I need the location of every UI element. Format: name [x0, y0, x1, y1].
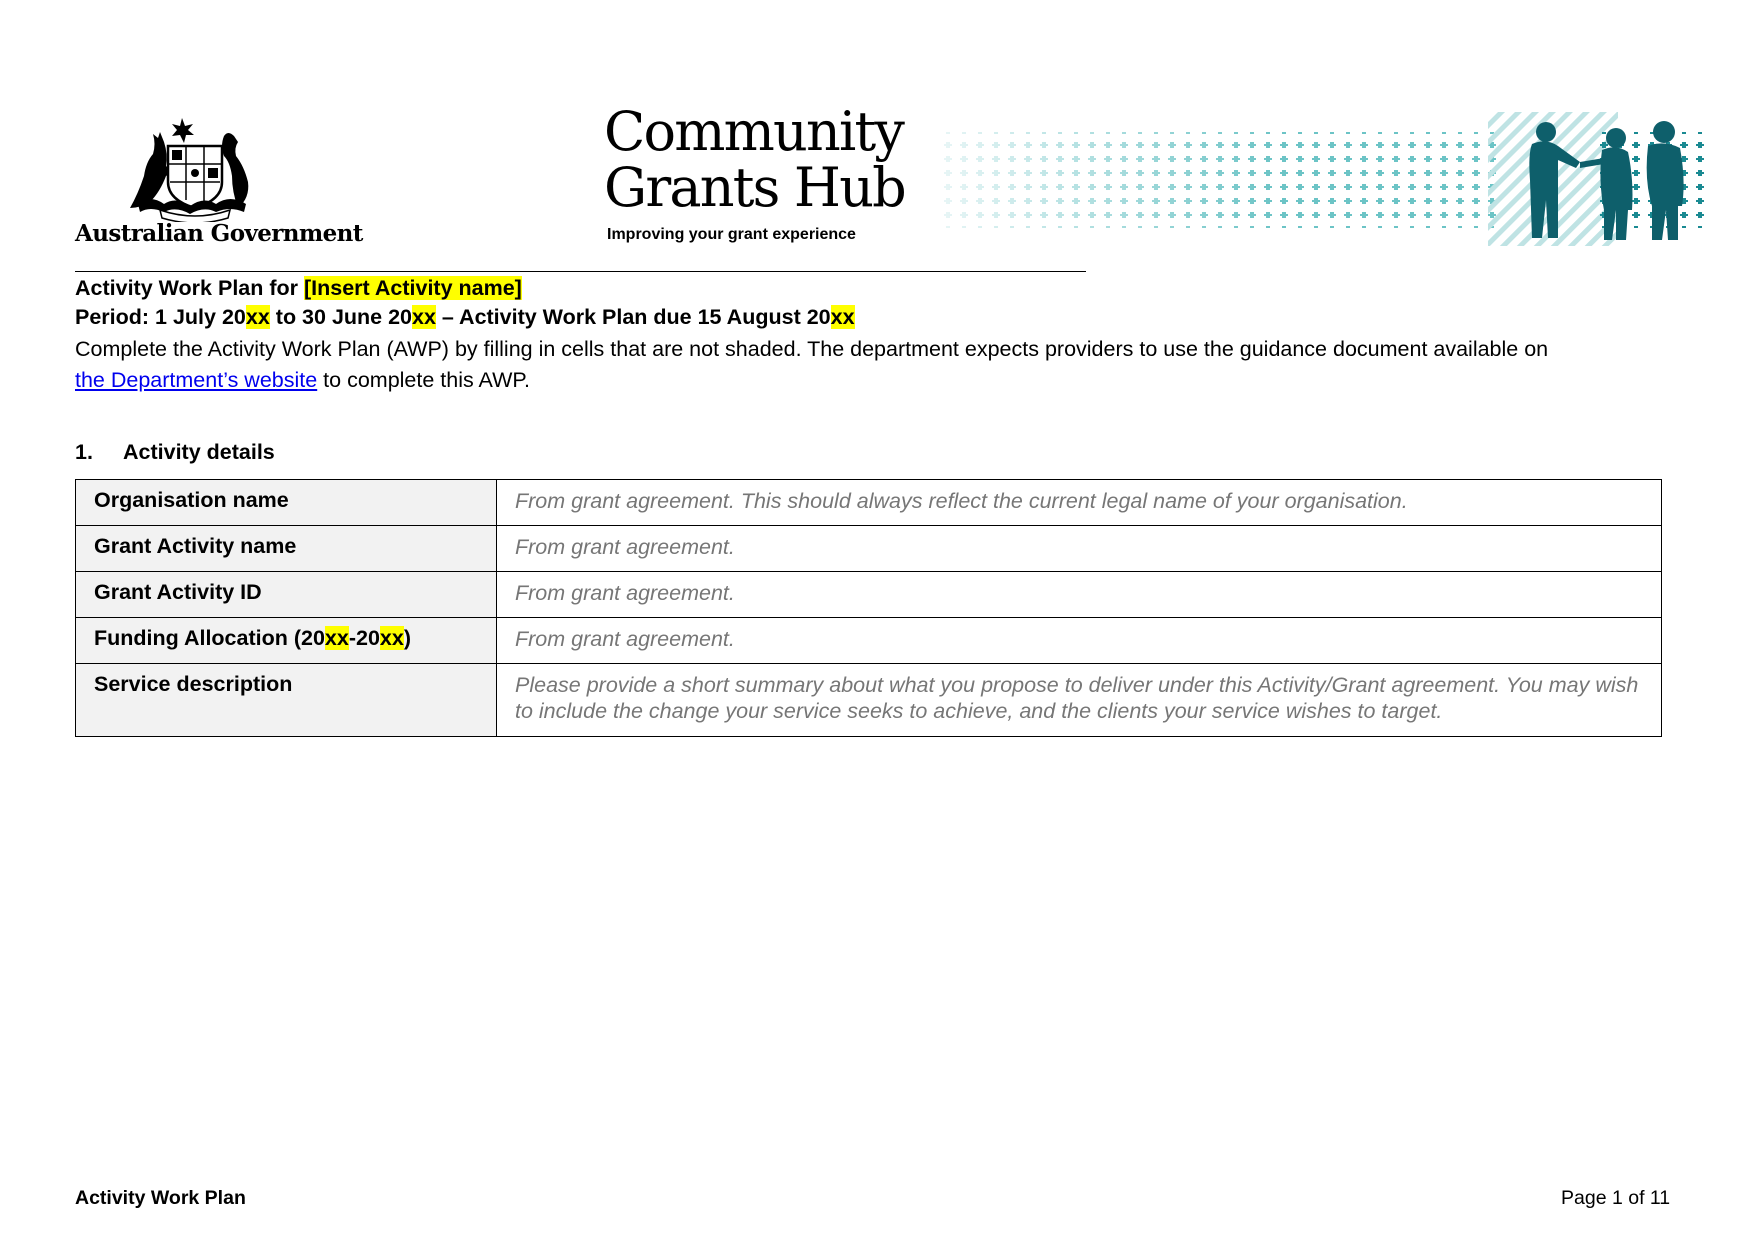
activity-details-table	[75, 479, 1662, 737]
organisation-name-field[interactable]: From grant agreement. This should always reflect the current legal name of your organisation.	[497, 480, 1662, 526]
instructions-tail: to complete this AWP.	[317, 368, 530, 392]
table-row	[76, 618, 1662, 664]
section-title: Activity details	[123, 440, 275, 464]
table-row	[76, 572, 1662, 618]
year-placeholder[interactable]: xx	[412, 305, 436, 329]
instructions-text: Complete the Activity Work Plan (AWP) by filling in cells that are not shaded. The department expects providers to use the guidance document available on	[75, 337, 1549, 361]
label-text: )	[403, 626, 412, 650]
page-number: Page 1 of 11	[1561, 1187, 1671, 1209]
row-label: Grant Activity ID	[76, 572, 497, 618]
people-banner-image	[940, 110, 1706, 248]
year-placeholder[interactable]: xx	[324, 626, 349, 650]
section-heading	[75, 440, 275, 465]
table-row	[76, 526, 1662, 572]
logo-line-1: Community	[604, 100, 904, 163]
header-divider	[75, 271, 1086, 272]
year-placeholder[interactable]: xx	[830, 305, 855, 329]
row-label: Service description	[76, 664, 497, 737]
period-text: – Activity Work Plan due 15 August 20	[435, 305, 831, 329]
instructions-continuation	[75, 366, 530, 394]
activity-name-placeholder[interactable]: [Insert Activity name]	[303, 276, 522, 300]
funding-allocation-field[interactable]: From grant agreement.	[497, 618, 1662, 664]
logo-tagline: Improving your grant experience	[607, 226, 856, 243]
period-text: to 30 June 20	[269, 305, 413, 329]
row-label: Organisation name	[76, 480, 497, 526]
title-prefix: Activity Work Plan for	[75, 276, 304, 300]
row-label: Grant Activity name	[76, 526, 497, 572]
label-text: Funding Allocation (20	[94, 626, 325, 650]
label-text: -20	[348, 626, 380, 650]
table-row	[76, 480, 1662, 526]
government-name: Australian Government	[75, 220, 363, 247]
service-description-field[interactable]: Please provide a short summary about what you propose to deliver under this Activity/Grant agreement. You may wish to include the change your service seeks to achieve, and the clients your service wishes to target.	[497, 664, 1662, 737]
section-number: 1.	[75, 440, 93, 464]
australian-government-crest-icon	[120, 112, 270, 222]
grant-activity-name-field[interactable]: From grant agreement.	[497, 526, 1662, 572]
table-row	[76, 664, 1662, 737]
period-text: Period: 1 July 20	[75, 305, 246, 329]
department-website-link[interactable]: the Department’s website	[75, 368, 318, 392]
footer-document-title: Activity Work Plan	[75, 1187, 246, 1209]
logo-line-2: Grants Hub	[604, 156, 905, 219]
grant-activity-id-field[interactable]: From grant agreement.	[497, 572, 1662, 618]
year-placeholder[interactable]: xx	[379, 626, 404, 650]
year-placeholder[interactable]: xx	[245, 305, 270, 329]
work-plan-title	[75, 274, 522, 302]
row-label	[76, 618, 497, 664]
community-grants-hub-logo	[604, 100, 905, 219]
period-line	[75, 303, 855, 331]
